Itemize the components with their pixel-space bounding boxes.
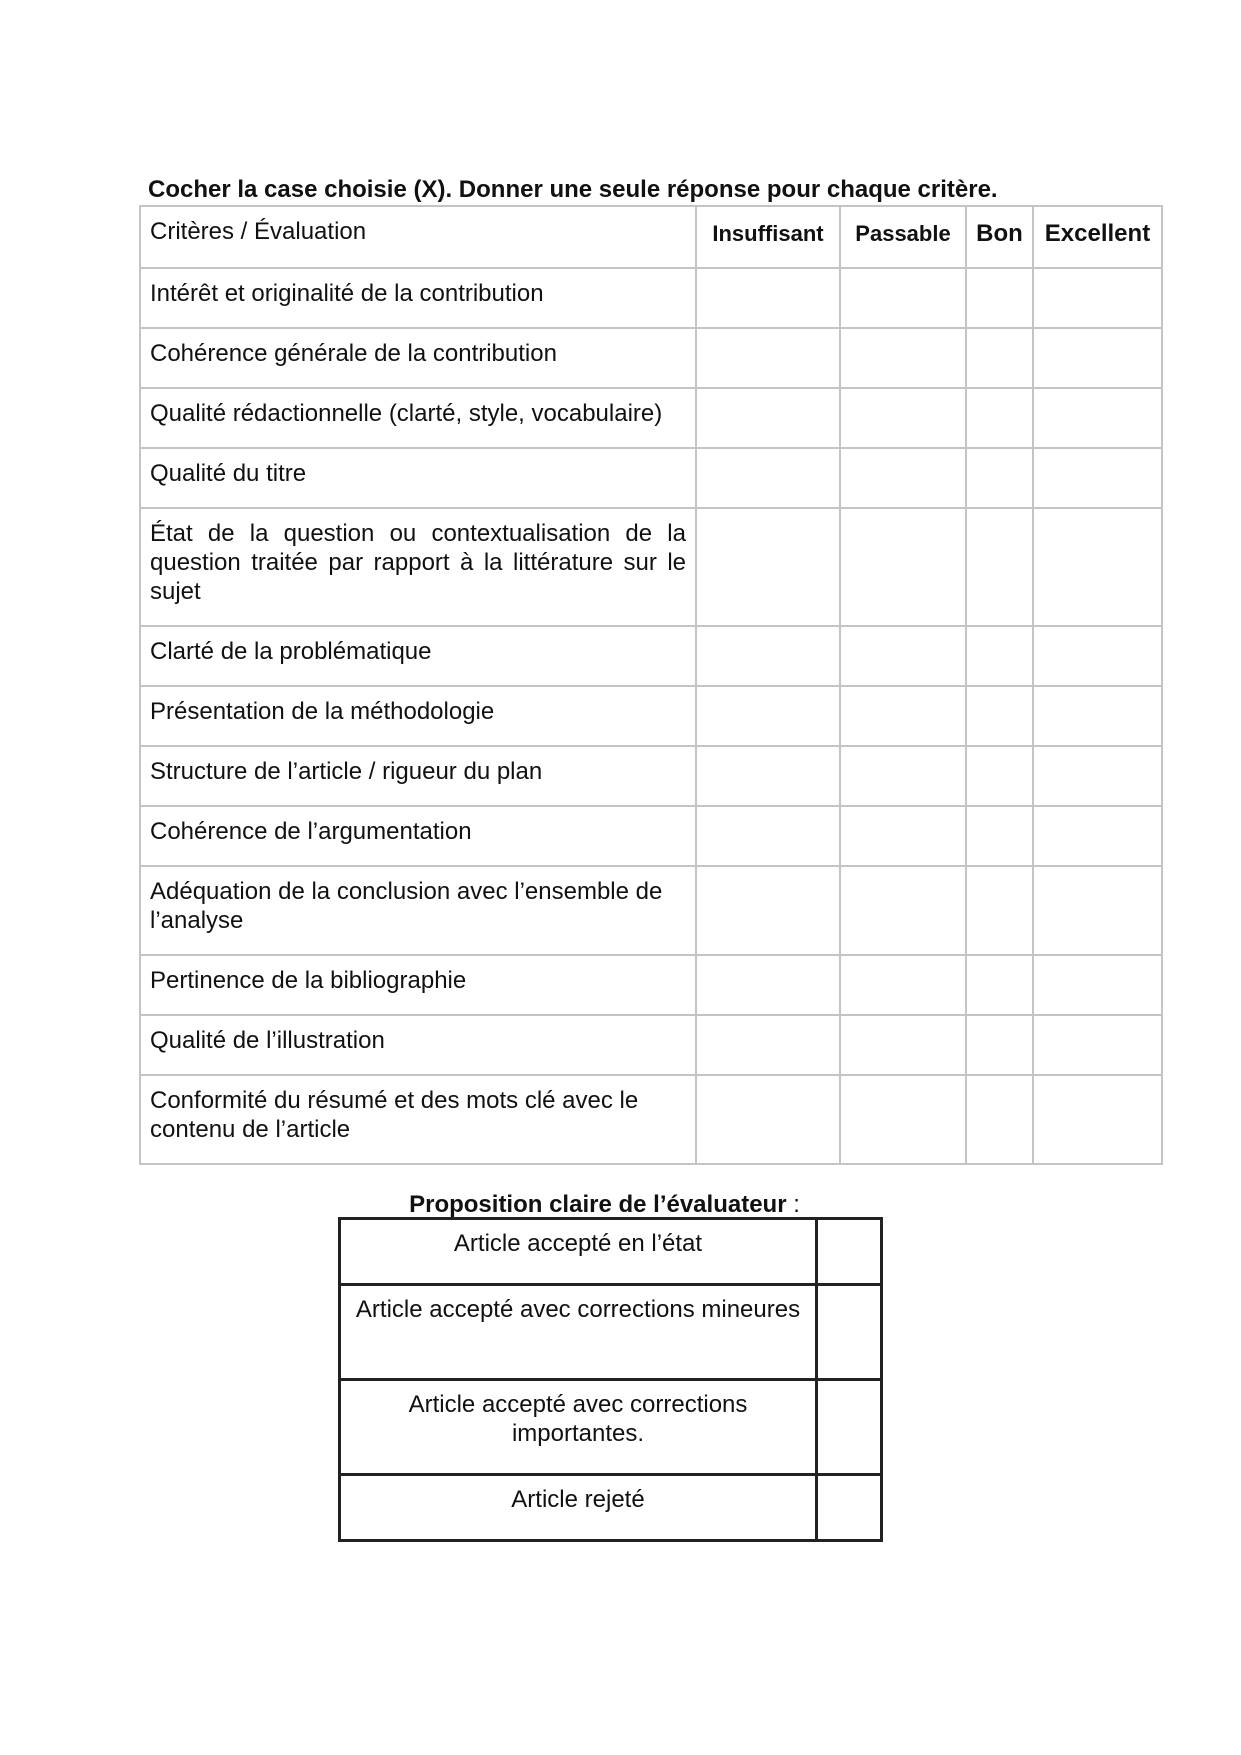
checkbox-cell-passable[interactable] [840,806,966,866]
proposition-checkbox-cell[interactable] [817,1219,882,1285]
checkbox-cell-excellent[interactable] [1033,508,1162,626]
proposition-row [340,1285,882,1380]
criterion-label: Qualité de l’illustration [140,1015,696,1075]
checkbox-cell-excellent[interactable] [1033,388,1162,448]
criterion-label: Clarté de la problématique [140,626,696,686]
criterion-row [140,866,1162,955]
checkbox-cell-insuffisant[interactable] [696,328,840,388]
checkbox-cell-insuffisant[interactable] [696,626,840,686]
checkbox-cell-bon[interactable] [966,1015,1033,1075]
criterion-row [140,806,1162,866]
criterion-row [140,686,1162,746]
proposition-checkbox-cell[interactable] [817,1475,882,1541]
checkbox-cell-insuffisant[interactable] [696,955,840,1015]
checkbox-cell-passable[interactable] [840,328,966,388]
proposition-title [0,1191,1209,1219]
checkbox-cell-passable[interactable] [840,1075,966,1164]
criterion-label: Pertinence de la bibliographie [140,955,696,1015]
checkbox-cell-bon[interactable] [966,1075,1033,1164]
checkbox-cell-insuffisant[interactable] [696,268,840,328]
criterion-label: Conformité du résumé et des mots clé avec le contenu de l’article [140,1075,696,1164]
checkbox-cell-insuffisant[interactable] [696,866,840,955]
checkbox-cell-passable[interactable] [840,508,966,626]
criterion-row [140,268,1162,328]
checkbox-cell-passable[interactable] [840,268,966,328]
checkbox-cell-excellent[interactable] [1033,746,1162,806]
checkbox-cell-passable[interactable] [840,746,966,806]
proposition-title-text: Proposition claire de l’évaluateur [409,1191,787,1218]
checkbox-cell-excellent[interactable] [1033,268,1162,328]
checkbox-cell-excellent[interactable] [1033,1075,1162,1164]
checkbox-cell-insuffisant[interactable] [696,448,840,508]
checkbox-cell-excellent[interactable] [1033,1015,1162,1075]
checkbox-cell-excellent[interactable] [1033,448,1162,508]
criteria-table [139,205,1163,1165]
checkbox-cell-excellent[interactable] [1033,626,1162,686]
column-header-excellent: Excellent [1033,206,1162,268]
checkbox-cell-excellent[interactable] [1033,866,1162,955]
checkbox-cell-excellent[interactable] [1033,686,1162,746]
criterion-label: Qualité rédactionnelle (clarté, style, vocabulaire) [140,388,696,448]
checkbox-cell-insuffisant[interactable] [696,508,840,626]
proposition-row [340,1219,882,1285]
proposition-table [338,1217,883,1542]
checkbox-cell-excellent[interactable] [1033,328,1162,388]
checkbox-cell-insuffisant[interactable] [696,1075,840,1164]
checkbox-cell-bon[interactable] [966,806,1033,866]
checkbox-cell-passable[interactable] [840,626,966,686]
proposition-option-label: Article accepté avec corrections importantes. [340,1380,817,1475]
criterion-row [140,626,1162,686]
checkbox-cell-passable[interactable] [840,955,966,1015]
checkbox-cell-insuffisant[interactable] [696,388,840,448]
criterion-row [140,1075,1162,1164]
proposition-option-label: Article accepté en l’état [340,1219,817,1285]
criterion-row [140,508,1162,626]
criteria-header-row [140,206,1162,268]
proposition-option-label: Article rejeté [340,1475,817,1541]
proposition-row [340,1475,882,1541]
criterion-row [140,746,1162,806]
checkbox-cell-bon[interactable] [966,626,1033,686]
column-header-bon: Bon [966,206,1033,268]
checkbox-cell-insuffisant[interactable] [696,686,840,746]
instruction-text: Cocher la case choisie (X). Donner une seule réponse pour chaque critère. [148,176,998,203]
checkbox-cell-insuffisant[interactable] [696,746,840,806]
criterion-label: Cohérence générale de la contribution [140,328,696,388]
criterion-label: Adéquation de la conclusion avec l’ensemble de l’analyse [140,866,696,955]
checkbox-cell-bon[interactable] [966,268,1033,328]
checkbox-cell-passable[interactable] [840,686,966,746]
proposition-checkbox-cell[interactable] [817,1285,882,1380]
checkbox-cell-insuffisant[interactable] [696,806,840,866]
checkbox-cell-passable[interactable] [840,1015,966,1075]
checkbox-cell-bon[interactable] [966,746,1033,806]
checkbox-cell-passable[interactable] [840,448,966,508]
proposition-title-suffix: : [786,1191,800,1218]
column-header-passable: Passable [840,206,966,268]
criterion-row [140,1015,1162,1075]
checkbox-cell-bon[interactable] [966,388,1033,448]
checkbox-cell-bon[interactable] [966,508,1033,626]
proposition-row [340,1380,882,1475]
proposition-checkbox-cell[interactable] [817,1380,882,1475]
proposition-option-label: Article accepté avec corrections mineures [340,1285,817,1380]
checkbox-cell-bon[interactable] [966,686,1033,746]
checkbox-cell-bon[interactable] [966,955,1033,1015]
criterion-row [140,955,1162,1015]
criterion-row [140,388,1162,448]
criterion-row [140,448,1162,508]
checkbox-cell-excellent[interactable] [1033,806,1162,866]
criterion-label: État de la question ou contextualisation de la question traitée par rapport à la littérature sur le sujet [140,508,696,626]
checkbox-cell-excellent[interactable] [1033,955,1162,1015]
criterion-label: Présentation de la méthodologie [140,686,696,746]
criterion-label: Structure de l’article / rigueur du plan [140,746,696,806]
criterion-label: Intérêt et originalité de la contribution [140,268,696,328]
criterion-row [140,328,1162,388]
checkbox-cell-passable[interactable] [840,866,966,955]
criteria-header-label: Critères / Évaluation [140,206,696,268]
checkbox-cell-bon[interactable] [966,866,1033,955]
checkbox-cell-bon[interactable] [966,448,1033,508]
column-header-insuffisant: Insuffisant [696,206,840,268]
checkbox-cell-passable[interactable] [840,388,966,448]
criterion-label: Cohérence de l’argumentation [140,806,696,866]
criterion-label: Qualité du titre [140,448,696,508]
checkbox-cell-insuffisant[interactable] [696,1015,840,1075]
checkbox-cell-bon[interactable] [966,328,1033,388]
